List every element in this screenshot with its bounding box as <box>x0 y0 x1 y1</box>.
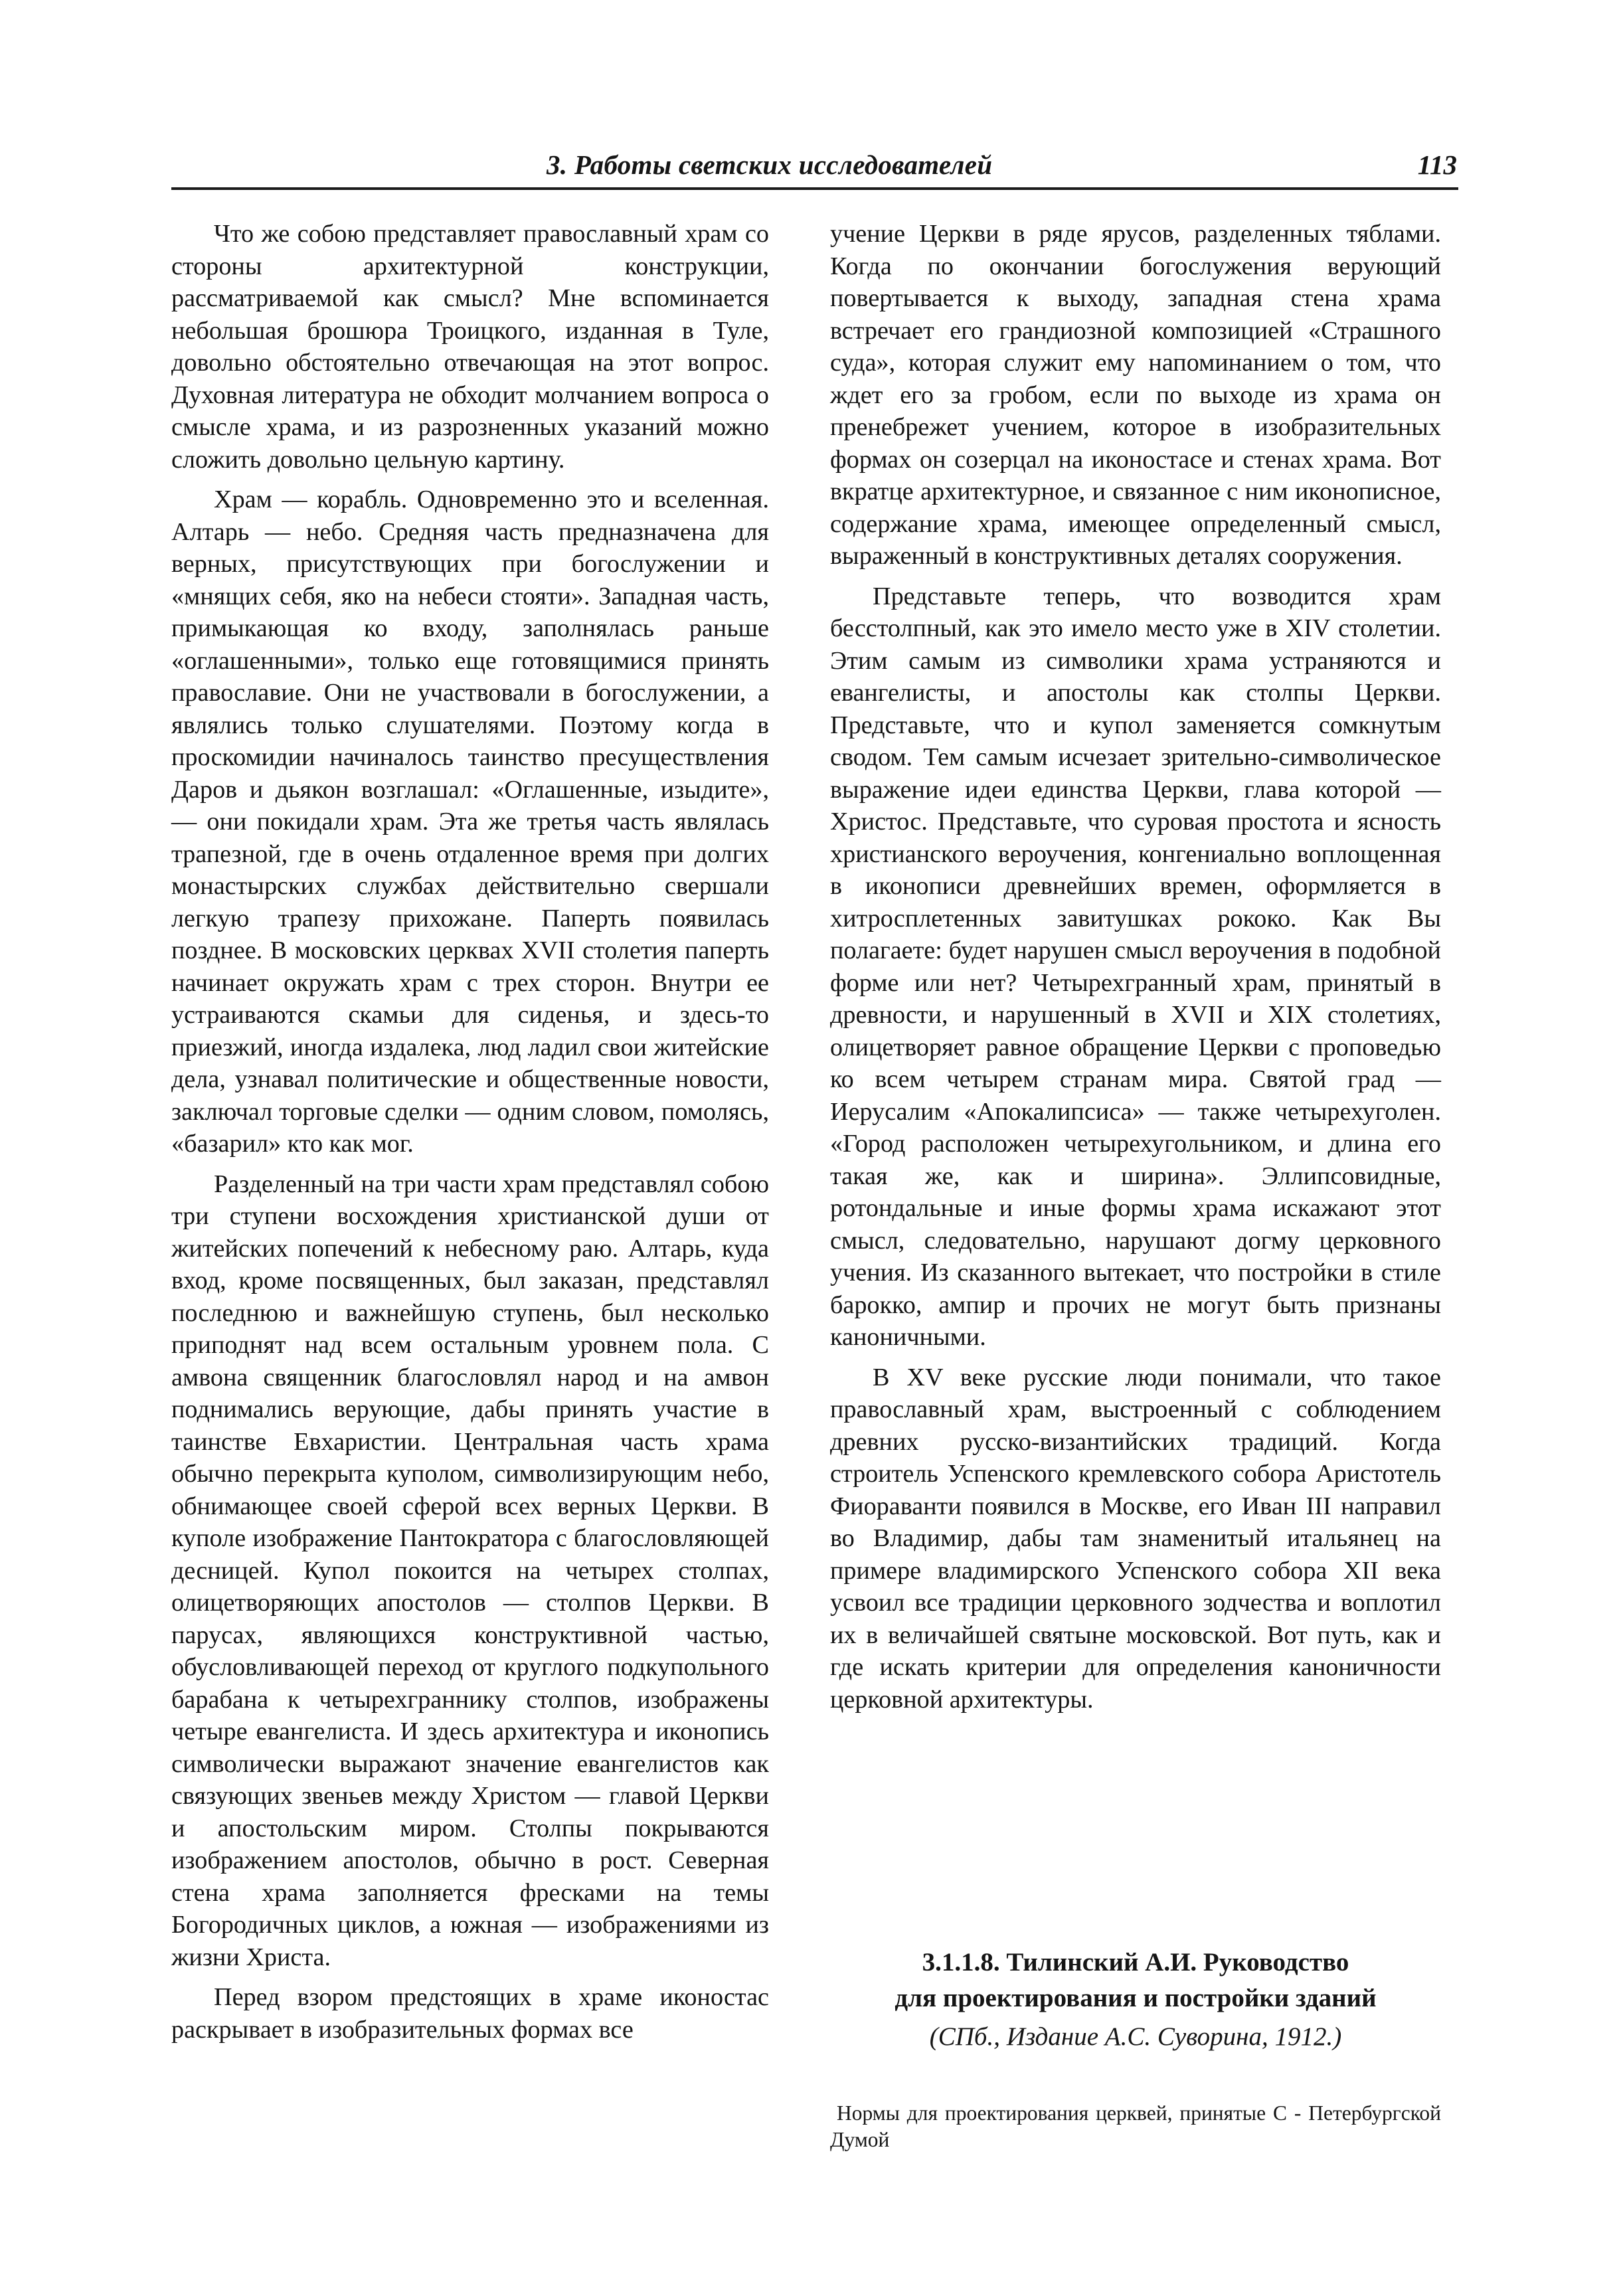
right-column <box>830 218 1441 1723</box>
left-column <box>171 218 769 2054</box>
section-note: Нормы для проектирования церквей, принятые С - Петербургской Думой <box>830 2101 1441 2151</box>
paragraph: Представьте теперь, что возводится храм бесстолпный, как это имело место уже в XIV столетии. Этим самым из символики храма устраняются и евангелисты, и апостолы как столпы Церкви. Представьте, что и купол заменяется сомкнутым сводом. Тем самым исчезает зрительно-символическое выражение идеи единства Церкви, глава которой — Христос. Представьте, что суровая простота и ясность христианского вероучения, конгениально воплощенная в иконописи древнейших времен, оформляется в хитросплетенных завитушках рококо. Как Вы полагаете: будет нарушен смысл вероучения в подобной форме или нет? Четырехгранный храм, принятый в древности, и нарушенный в XVII и XIX столетиях, олицетворяет равное обращение Церкви с проповедью ко всем четырем странам мира. Святой град — Иерусалим «Апокалипсиса» — также четырехуголен. «Город расположен четырехугольником, и длина его такая же, как и ширина». Эллипсовидные, ротондальные и иные формы храма искажают этот смысл, следовательно, нарушают догму церковного учения. Из сказанного вытекает, что постройки в стиле барокко, ампир и прочих не могут быть признаны каноничными. <box>830 582 1441 1351</box>
section-heading <box>830 1945 1441 2055</box>
paragraph: Перед взором предстоящих в храме иконостас раскрывает в изобразительных формах все <box>171 1983 769 2044</box>
paragraph: учение Церкви в ряде ярусов, разделенных тяблами. Когда по окончании богослужения верующий повертывается к выходу, западная стена храма встречает его грандиозной композицией «Страшного суда», которая служит ему напоминанием о том, что ждет его за гробом, если по выходе из храма он пренебрежет учением, которое в изобразительных формах он созерцал на иконостасе и стенах храма. Вот вкратце архитектурное, и связанное с ним иконописное, содержание храма, имеющее определенный смысл, выраженный в конструктивных деталях сооружения. <box>830 220 1441 570</box>
section-subtitle: (СПб., Издание А.С. Суворина, 1912.) <box>929 2022 1342 2051</box>
paragraph: Разделенный на три части храм представлял собою три ступени восхождения христианской души от житейских попечений к небесному раю. Алтарь, куда вход, кроме посвященных, был заказан, представлял последнюю и важнейшую ступень, был несколько приподнят над всем остальным уровнем пола. С амвона священник благословлял народ и на амвон поднимались верующие, дабы принять участие в таинстве Евхаристии. Центральная часть храма обычно перекрыта куполом, символизирующим небо, обнимающее своей сферой всех верных Церкви. В куполе изображение Пантократора с благословляющей десницей. Купол покоится на четырех столпах, олицетворяющих апостолов — столпов Церкви. В парусах, являющихся конструктивной частью, обусловливающей переход от круглого подкупольного барабана к четырехграннику столпов, изображены четыре евангелиста. И здесь архитектура и иконопись символически выражают значение евангелистов как связующих звеньев между Христом — главой Церкви и апостольским миром. Столпы покрываются изображением апостолов, обычно в рост. Северная стена храма заполняется фресками на темы Богородичных циклов, а южная — изображениями из жизни Христа. <box>171 1170 769 1971</box>
paragraph: В XV веке русские люди понимали, что такое православный храм, выстроенный с соблюдением древних русско-византийских традиций. Когда строитель Успенского кремлевского собора Аристотель Фиораванти появился в Москве, его Иван III направил во Владимир, дабы там знаменитый итальянец на примере владимирского Успенского собора XII века усвоил все традиции церковного зодчества и воплотил их в величайшей святыне московской. Вот путь, как и где искать критерии для определения каноничности церковной архитектуры. <box>830 1363 1441 1714</box>
paragraph: Что же собою представляет православный храм со стороны архитектурной конструкции, рассматриваемой как смысл? Мне вспоминается небольшая брошюра Троицкого, изданная в Туле, довольно обстоятельно отвечающая на этот вопрос. Духовная литература не обходит молчанием вопроса о смысле храма, и из разрозненных указаний можно сложить довольно цельную картину. <box>171 220 769 474</box>
running-title: 3. Работы светских исследователей <box>547 149 993 180</box>
section-title-line-2: для проектирования и постройки зданий <box>895 1984 1377 2012</box>
running-header <box>171 147 1458 190</box>
section-title-line-1: 3.1.1.8. Тилинский А.И. Руководство <box>922 1948 1349 1977</box>
paragraph: Храм — корабль. Одновременно это и вселенная. Алтарь — небо. Средняя часть предназначена для верных, присутствующих при богослужении и «мнящих себя, яко на небеси стояти». Западная часть, примыкающая ко входу, заполнялась раньше «оглашенными», только еще готовящимися принять православие. Они не участвовали в богослужении, а являлись только слушателями. Поэтому когда в проскомидии начиналось таинство пресуществления Даров и дьякон возглашал: «Оглашенные, изыдите», — они покидали храм. Эта же третья часть являлась трапезной, где в очень отдаленное время при долгих монастырских службах действительно свершали легкую трапезу прихожане. Паперть появилась позднее. В московских церквах XVII столетия паперть начинает окружать храм с трех сторон. Внутри ее устраиваются скамьи для сиденья, и здесь-то приезжий, иногда издалека, люд ладил свои житейские дела, узнавал политические и общественные новости, заключал торговые сделки — одним словом, помолясь, «базарил» кто как мог. <box>171 486 769 1158</box>
page-number: 113 <box>1417 149 1457 180</box>
